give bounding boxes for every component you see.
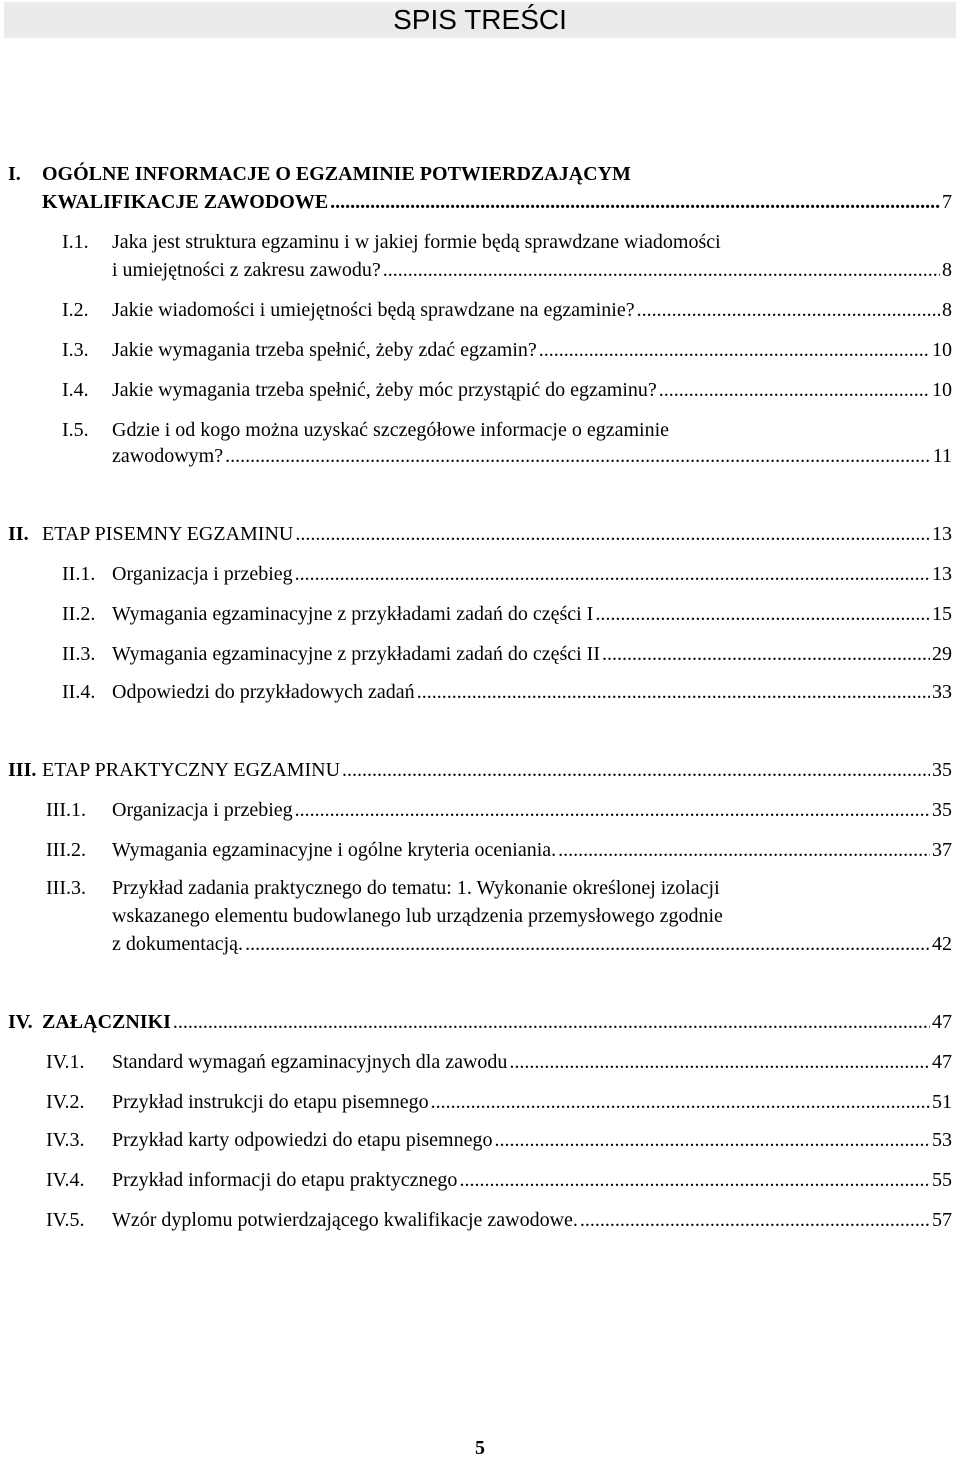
leader-dots xyxy=(459,1168,930,1192)
toc-entry-iii3-title-line-3: z dokumentacją. xyxy=(112,933,244,955)
toc-section-1-title-line-2: KWALIFIKACJE ZAWODOWE xyxy=(42,191,329,213)
toc-entry-i2[interactable] xyxy=(62,298,952,322)
leader-dots xyxy=(602,642,930,666)
toc-entry-iii3-line-2 xyxy=(112,904,952,928)
toc-entry-ii4-title: Odpowiedzi do przykładowych zadań xyxy=(112,681,415,703)
leader-dots xyxy=(539,338,930,362)
toc-entry-i4-page: 10 xyxy=(932,379,952,401)
leader-dots xyxy=(417,680,930,704)
toc-section-1-page: 7 xyxy=(942,191,952,213)
toc-entry-i3[interactable] xyxy=(62,338,952,362)
toc-entry-ii4-number: II.4. xyxy=(62,681,96,703)
toc-entry-i1-number: I.1. xyxy=(62,231,89,253)
toc-entry-ii4-page: 33 xyxy=(932,681,952,703)
toc-entry-ii3-title: Wymagania egzaminacyjne z przykładami zadań do części II xyxy=(112,643,600,665)
toc-entry-i5[interactable] xyxy=(112,444,952,468)
toc-section-4[interactable] xyxy=(8,1010,952,1034)
toc-entry-i2-number: I.2. xyxy=(62,299,89,321)
leader-dots xyxy=(330,190,940,214)
toc-entry-iii3[interactable] xyxy=(112,932,952,956)
toc-section-3-title: ETAP PRAKTYCZNY EGZAMINU xyxy=(42,759,341,781)
toc-entry-iv4-page: 55 xyxy=(932,1169,952,1191)
toc-entry-i5-number: I.5. xyxy=(62,419,89,441)
toc-section-3-page: 35 xyxy=(932,759,952,781)
toc-entry-ii1-number: II.1. xyxy=(62,563,96,585)
toc-entry-i3-title: Jakie wymagania trzeba spełnić, żeby zdać egzamin? xyxy=(112,339,537,361)
toc-entry-iv4-title: Przykład informacji do etapu praktycznego xyxy=(112,1169,458,1191)
toc-entry-iv3[interactable] xyxy=(46,1128,952,1152)
toc-entry-iv1-page: 47 xyxy=(932,1051,952,1073)
toc-section-4-number: IV. xyxy=(8,1011,33,1033)
leader-dots xyxy=(494,1128,930,1152)
leader-dots xyxy=(295,522,930,546)
toc-entry-i5-title-line-2: zawodowym? xyxy=(112,445,224,467)
leader-dots xyxy=(580,1208,930,1232)
toc-entry-ii2-title: Wymagania egzaminacyjne z przykładami zadań do części I xyxy=(112,603,594,625)
toc-entry-i1-line-1 xyxy=(62,230,952,254)
toc-entry-iii2-page: 37 xyxy=(932,839,952,861)
toc-entry-ii3-number: II.3. xyxy=(62,643,96,665)
toc-entry-iii3-title-line-2: wskazanego elementu budowlanego lub urządzenia przemysłowego zgodnie xyxy=(112,905,723,927)
toc-entry-iv2-page: 51 xyxy=(932,1091,952,1113)
leader-dots xyxy=(245,932,930,956)
toc-entry-iv2[interactable] xyxy=(46,1090,952,1114)
leader-dots xyxy=(225,444,931,468)
toc-section-2-page: 13 xyxy=(932,523,952,545)
toc-entry-iii1[interactable] xyxy=(46,798,952,822)
toc-entry-i4-number: I.4. xyxy=(62,379,89,401)
leader-dots xyxy=(342,758,930,782)
toc-entry-i5-line-1 xyxy=(62,418,952,442)
toc-section-1-line-1 xyxy=(8,162,952,186)
toc-entry-ii2[interactable] xyxy=(62,602,952,626)
toc-entry-iii1-page: 35 xyxy=(932,799,952,821)
toc-entry-i4[interactable] xyxy=(62,378,952,402)
toc-entry-iv1-title: Standard wymagań egzaminacyjnych dla zawodu xyxy=(112,1051,508,1073)
toc-entry-iii2[interactable] xyxy=(46,838,952,862)
toc-entry-ii4[interactable] xyxy=(62,680,952,704)
toc-entry-iv5-title: Wzór dyplomu potwierdzającego kwalifikacje zawodowe. xyxy=(112,1209,578,1231)
toc-entry-i5-title-line-1: Gdzie i od kogo można uzyskać szczegółowe informacje o egzaminie xyxy=(112,419,670,441)
toc-entry-i1-title-line-2: i umiejętności z zakresu zawodu? xyxy=(112,259,381,281)
toc-entry-iv2-title: Przykład instrukcji do etapu pisemnego xyxy=(112,1091,429,1113)
leader-dots xyxy=(637,298,940,322)
leader-dots xyxy=(659,378,930,402)
toc-entry-iv3-page: 53 xyxy=(932,1129,952,1151)
toc-entry-iv5-page: 57 xyxy=(932,1209,952,1231)
toc-section-4-title: ZAŁĄCZNIKI xyxy=(42,1011,171,1033)
toc-entry-ii1[interactable] xyxy=(62,562,952,586)
page-number: 5 xyxy=(475,1437,485,1459)
toc-entry-iv5[interactable] xyxy=(46,1208,952,1232)
toc-entry-iv4-number: IV.4. xyxy=(46,1169,85,1191)
toc-section-3-number: III. xyxy=(8,759,37,781)
toc-entry-iii2-number: III.2. xyxy=(46,839,86,861)
toc-entry-ii1-title: Organizacja i przebieg xyxy=(112,563,293,585)
leader-dots xyxy=(595,602,930,626)
toc-section-2[interactable] xyxy=(8,522,952,546)
toc-section-3[interactable] xyxy=(8,758,952,782)
leader-dots xyxy=(431,1090,930,1114)
page-title: SPIS TREŚCI xyxy=(393,4,567,35)
toc-entry-iv2-number: IV.2. xyxy=(46,1091,85,1113)
toc-entry-iv3-title: Przykład karty odpowiedzi do etapu pisemnego xyxy=(112,1129,493,1151)
toc-entry-i1[interactable] xyxy=(112,258,952,282)
toc-section-1-entry[interactable] xyxy=(42,190,952,214)
toc-entry-i1-page: 8 xyxy=(942,259,952,281)
toc-entry-i2-page: 8 xyxy=(942,299,952,321)
toc-entry-iv4[interactable] xyxy=(46,1168,952,1192)
toc-entry-iv3-number: IV.3. xyxy=(46,1129,85,1151)
leader-dots xyxy=(558,838,930,862)
leader-dots xyxy=(295,562,930,586)
toc-entry-ii2-page: 15 xyxy=(932,603,952,625)
toc-entry-iii3-number: III.3. xyxy=(46,877,86,899)
toc-entry-i5-page: 11 xyxy=(932,445,952,467)
toc-entry-ii2-number: II.2. xyxy=(62,603,96,625)
toc-entry-iv5-number: IV.5. xyxy=(46,1209,85,1231)
toc-entry-iv1-number: IV.1. xyxy=(46,1051,85,1073)
toc-section-2-title: ETAP PISEMNY EGZAMINU xyxy=(42,523,294,545)
toc-entry-i3-number: I.3. xyxy=(62,339,89,361)
toc-section-1-title-line-1: OGÓLNE INFORMACJE O EGZAMINIE POTWIERDZAJĄCYM xyxy=(42,163,631,185)
toc-entry-iii1-number: III.1. xyxy=(46,799,86,821)
toc-entry-iii2-title: Wymagania egzaminacyjne i ogólne kryteria oceniania. xyxy=(112,839,557,861)
leader-dots xyxy=(509,1050,930,1074)
toc-section-2-number: II. xyxy=(8,523,29,545)
toc-entry-iv1[interactable] xyxy=(46,1050,952,1074)
toc-section-4-page: 47 xyxy=(932,1011,952,1033)
leader-dots xyxy=(383,258,940,282)
toc-entry-iii3-title-line-1: Przykład zadania praktycznego do tematu: 1. Wykonanie określonej izolacji xyxy=(112,877,720,899)
toc-section-1-number: I. xyxy=(8,163,21,185)
toc-entry-i2-title: Jakie wiadomości i umiejętności będą sprawdzane na egzaminie? xyxy=(112,299,635,321)
toc-entry-i4-title: Jakie wymagania trzeba spełnić, żeby móc przystąpić do egzaminu? xyxy=(112,379,657,401)
toc-entry-i3-page: 10 xyxy=(932,339,952,361)
toc-entry-ii1-page: 13 xyxy=(932,563,952,585)
toc-entry-i1-title-line-1: Jaka jest struktura egzaminu i w jakiej formie będą sprawdzane wiadomości xyxy=(112,231,721,253)
toc-entry-ii3[interactable] xyxy=(62,642,952,666)
toc-entry-iii3-line-1 xyxy=(46,876,952,900)
leader-dots xyxy=(173,1010,930,1034)
leader-dots xyxy=(295,798,930,822)
toc-entry-iii1-title: Organizacja i przebieg xyxy=(112,799,293,821)
toc-entry-iii3-page: 42 xyxy=(932,933,952,955)
toc-entry-ii3-page: 29 xyxy=(932,643,952,665)
